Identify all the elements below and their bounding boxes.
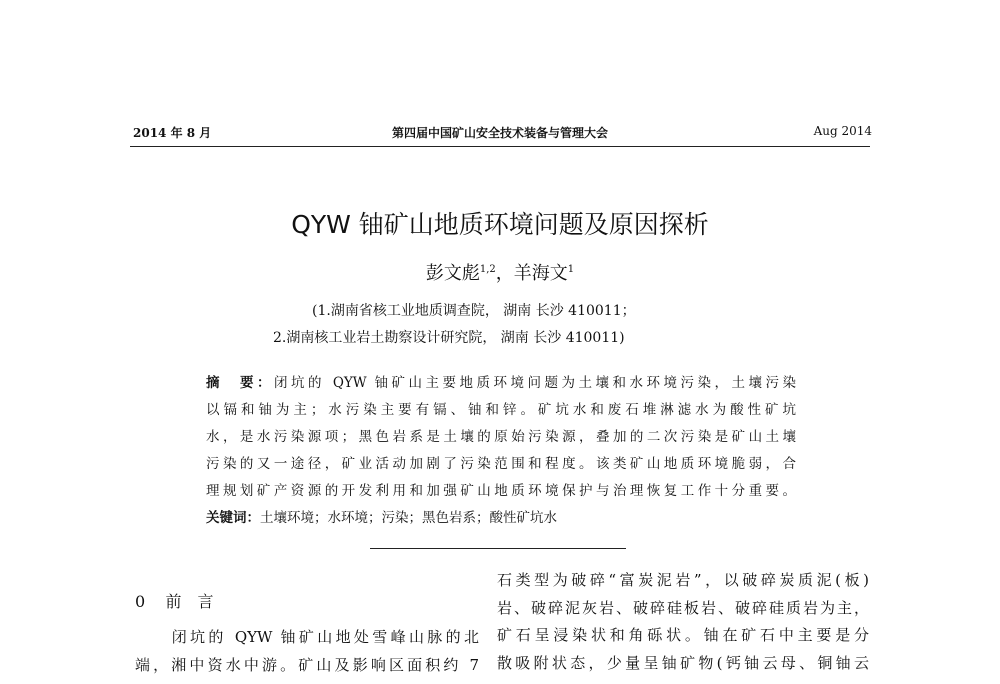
author-2-affil: 1 (567, 264, 575, 275)
paper-title: QYW 铀矿山地质环境问题及原因探析 (291, 210, 709, 239)
abstract-line: 水，是水污染源项；黑色岩系是土壤的原始污染源，叠加的二次污染是矿山土壤 (206, 429, 796, 445)
authors (0, 259, 1000, 285)
body-line: 石类型为破碎“富炭泥岩”，以破碎炭质泥(板) (497, 571, 869, 589)
header-rule (130, 146, 870, 147)
section-heading (135, 589, 214, 612)
abstract-separator (370, 548, 626, 549)
keywords: 土壤环境；水环境；污染；黑色岩系；酸性矿坑水 (260, 510, 557, 526)
body-line: 散吸附状态，少量呈铀矿物(钙铀云母、铜铀云 (497, 653, 869, 672)
section-title: 前 言 (165, 592, 214, 611)
body-line: 矿石呈浸染状和角砾状。铀在矿石中主要是分 (497, 626, 869, 644)
abstract-line: 以镉和铀为主；水污染主要有镉、铀和锌。矿坑水和废石堆淋滤水为酸性矿坑 (206, 402, 796, 418)
author-2: ，羊海文 (495, 263, 568, 284)
abstract-line: 理规划矿产资源的开发利用和加强矿山地质环境保护与治理恢复工作十分重要。 (206, 483, 796, 499)
section-number: 0 (135, 592, 146, 611)
author-1: 彭文彪 (425, 263, 480, 284)
right-column (497, 567, 869, 677)
header-conference: 第四届中国矿山安全技术装备与管理大会 (391, 126, 608, 140)
abstract (206, 370, 796, 532)
author-1-affil: 1,2 (479, 264, 496, 275)
header-date-en: Aug 2014 (813, 124, 872, 138)
body-line: 闭坑的 QYW 铀矿山地处雪峰山脉的北 (135, 628, 479, 646)
affiliation-2: 2.湖南核工业岩土勘察设计研究院， 湖南 长沙 410011) (273, 330, 625, 346)
affiliation-1: (1.湖南省核工业地质调查院， 湖南 长沙 410011； (312, 303, 636, 319)
header-date: 2014 年 8 月 (133, 126, 212, 140)
abstract-line: 闭坑的 QYW 铀矿山主要地质环境问题为土壤和水环境污染，土壤污染 (274, 375, 797, 391)
left-column (135, 624, 479, 679)
body-line: 端，湘中资水中游。矿山及影响区面积约 7 (135, 655, 479, 674)
body-line: 岩、破碎泥灰岩、破碎硅板岩、破碎硅质岩为主， (497, 598, 869, 617)
keywords-label: 关键词： (206, 510, 260, 526)
abstract-label: 摘 要： (206, 375, 275, 391)
abstract-line: 污染的又一途径，矿业活动加剧了污染范围和程度。该类矿山地质环境脆弱，合 (206, 456, 796, 472)
